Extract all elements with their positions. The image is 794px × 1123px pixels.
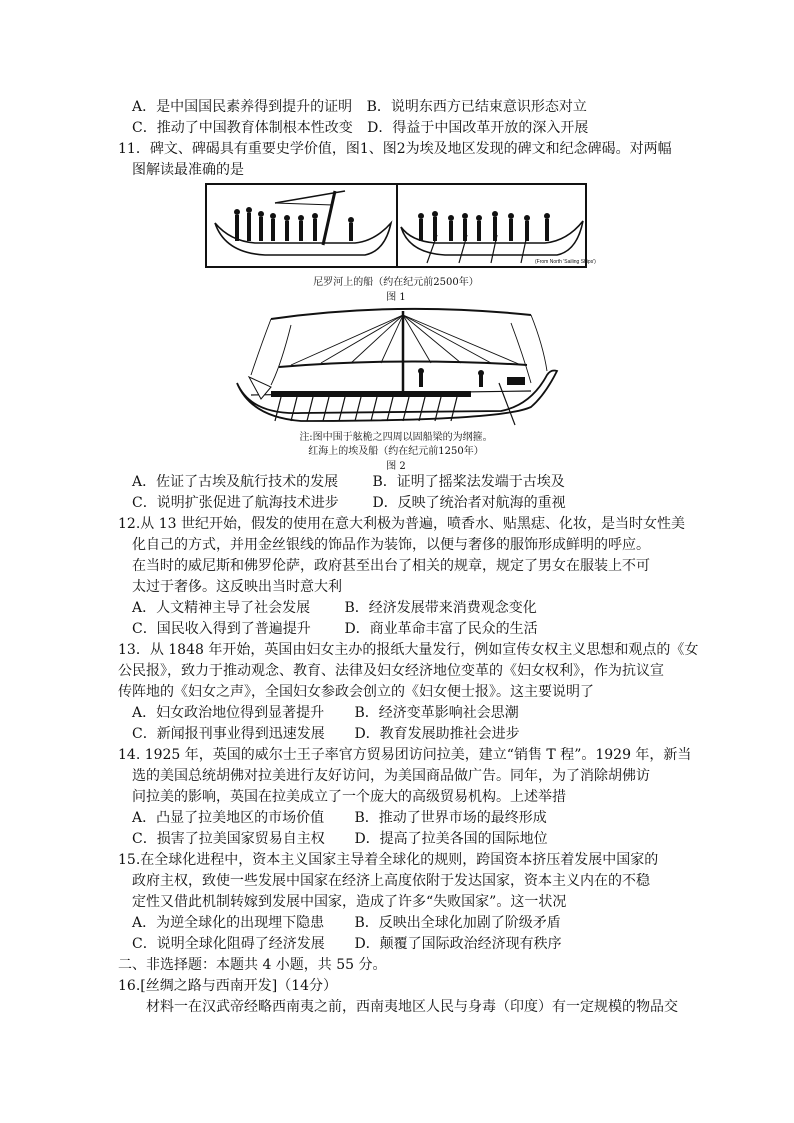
q10-option-d: D．得益于中国改革开放的深入开展 bbox=[367, 120, 589, 136]
q12-stem-2: 化自己的方式，并用金丝银线的饰品作为装饰，以便与奢侈的服饰形成鲜明的呼应。 bbox=[132, 537, 650, 553]
q12-stem-4: 太过于奢侈。这反映出当时意大利 bbox=[132, 579, 342, 595]
figure-2-label: 图 2 bbox=[386, 461, 406, 472]
q11-options-row1 bbox=[132, 472, 565, 492]
q15-option-d: D．颠覆了国际政治经济现有秩序 bbox=[354, 936, 562, 952]
q13-option-c: C．新闻报刊事业得到迅速发展 bbox=[132, 726, 325, 742]
q11-option-c: C．说明扩张促进了航海技术进步 bbox=[132, 495, 339, 511]
q14-option-b: B．推动了世界市场的最终形成 bbox=[354, 810, 547, 826]
q12-stem-3: 在当时的威尼斯和佛罗伦萨，政府甚至出台了相关的规章，规定了男女在服装上不可 bbox=[132, 558, 650, 574]
q14-option-d: D．提高了拉美各国的国际地位 bbox=[354, 831, 548, 847]
q11-option-d: D．反映了统治者对航海的重视 bbox=[372, 495, 566, 511]
q14-stem-2: 选的美国总统胡佛对拉美进行友好访问，为美国商品做广告。同年，为了消除胡佛访 bbox=[132, 768, 650, 784]
q12-option-c: C．国民收入得到了普遍提升 bbox=[132, 621, 311, 637]
q12-option-d: D．商业革命丰富了民众的生活 bbox=[344, 621, 538, 637]
q13-option-a: A．妇女政治地位得到显著提升 bbox=[132, 705, 325, 721]
figure-2-red-sea-ship bbox=[231, 305, 561, 430]
q14-options-row1 bbox=[132, 808, 547, 828]
q11-options-row2 bbox=[132, 493, 566, 513]
q15-option-b: B．反映出全球化加剧了阶级矛盾 bbox=[354, 915, 561, 931]
q15-stem-1: 15.在全球化进程中，资本主义国家主导着全球化的规则，跨国资本挤压着发展中国家的 bbox=[118, 852, 659, 868]
q15-option-a: A．为逆全球化的出现埋下隐患 bbox=[132, 915, 325, 931]
section-2-heading: 二、非选择题：本题共 4 小题，共 55 分。 bbox=[118, 957, 387, 973]
q13-stem-1: 13．从 1848 年开始，英国由妇女主办的报纸大量发行，例如宣传女权主义思想和观点的《女 bbox=[118, 642, 699, 658]
q12-stem-1: 12.从 13 世纪开始，假发的使用在意大利极为普遍，喷香水、贴黑痣、化妆，是当时女性美 bbox=[118, 516, 685, 532]
figure-1-nile-boats bbox=[205, 183, 596, 268]
nile-boats-illustration bbox=[205, 183, 596, 268]
q10-options-row2 bbox=[132, 118, 588, 138]
q14-option-a: A．凸显了拉美地区的市场价值 bbox=[132, 810, 325, 826]
figure-1-label: 图 1 bbox=[386, 292, 406, 303]
q10-option-c: C．推动了中国教育体制根本性改变 bbox=[132, 120, 353, 136]
q11-option-a: A．佐证了古埃及航行技术的发展 bbox=[132, 474, 339, 490]
q13-stem-2: 公民报》，致力于推动观念、教育、法律及妇女经济地位变革的《妇女权利》，作为抗议宣 bbox=[118, 663, 664, 679]
figure-2-note: 注:图中围于舷桅之四周以固船梁的为纲箍。 bbox=[299, 432, 493, 443]
q12-option-a: A．人文精神主导了社会发展 bbox=[132, 600, 311, 616]
q13-options-row1 bbox=[132, 703, 519, 723]
q13-stem-3: 传阵地的《妇女之声》，全国妇女参政会创立的《妇女便士报》。这主要说明了 bbox=[118, 684, 594, 700]
q11-stem-cont: 图解读最准确的是 bbox=[132, 162, 244, 178]
q10-option-b: B．说明东西方已结束意识形态对立 bbox=[366, 99, 587, 115]
q15-stem-3: 定性又借此机制转嫁到发展中国家，造成了许多“失败国家”。这一状况 bbox=[132, 894, 567, 910]
q12-options-row2 bbox=[132, 619, 538, 639]
q16-title: 16.[丝绸之路与西南开发]（14分） bbox=[118, 978, 338, 994]
q12-option-b: B．经济发展带来消费观念变化 bbox=[344, 600, 537, 616]
q15-option-c: C．说明全球化阻碍了经济发展 bbox=[132, 936, 325, 952]
q15-options-row1 bbox=[132, 913, 561, 933]
q13-option-d: D．教育发展助推社会进步 bbox=[354, 726, 520, 742]
q14-stem-1: 14. 1925 年，英国的威尔士王子率官方贸易团访问拉美，建立“销售 T 程”。1929 年，新当 bbox=[118, 747, 692, 763]
q11-option-b: B．证明了摇桨法发端于古埃及 bbox=[372, 474, 565, 490]
q14-options-row2 bbox=[132, 829, 548, 849]
figure-1-credit: (From North 'Sailing Ships') bbox=[535, 259, 596, 265]
q13-option-b: B．经济变革影响社会思潮 bbox=[354, 705, 519, 721]
q10-options-row1 bbox=[132, 97, 587, 117]
q14-stem-3: 问拉美的影响，英国在拉美成立了一个庞大的高级贸易机构。上述举措 bbox=[132, 789, 566, 805]
figure-2-caption: 红海上的埃及船（约在纪元前1250年） bbox=[308, 446, 484, 457]
q15-options-row2 bbox=[132, 934, 562, 954]
q11-stem: 11．碑文、碑碣具有重要史学价值，图1、图2为埃及地区发现的碑文和纪念碑碣。对两幅 bbox=[118, 141, 672, 157]
red-sea-ship-illustration bbox=[231, 305, 561, 430]
q16-material: 材料一在汉武帝经略西南夷之前，西南夷地区人民与身毒（印度）有一定规模的物品交 bbox=[146, 999, 678, 1015]
q13-options-row2 bbox=[132, 724, 520, 744]
q10-option-a: A．是中国国民素养得到提升的证明 bbox=[132, 99, 353, 115]
q15-stem-2: 政府主权，致使一些发展中国家在经济上高度依附于发达国家，资本主义内在的不稳 bbox=[132, 873, 650, 889]
q14-option-c: C．损害了拉美国家贸易自主权 bbox=[132, 831, 325, 847]
figure-1-caption: 尼罗河上的船（约在纪元前2500年） bbox=[313, 277, 479, 288]
q12-options-row1 bbox=[132, 598, 537, 618]
